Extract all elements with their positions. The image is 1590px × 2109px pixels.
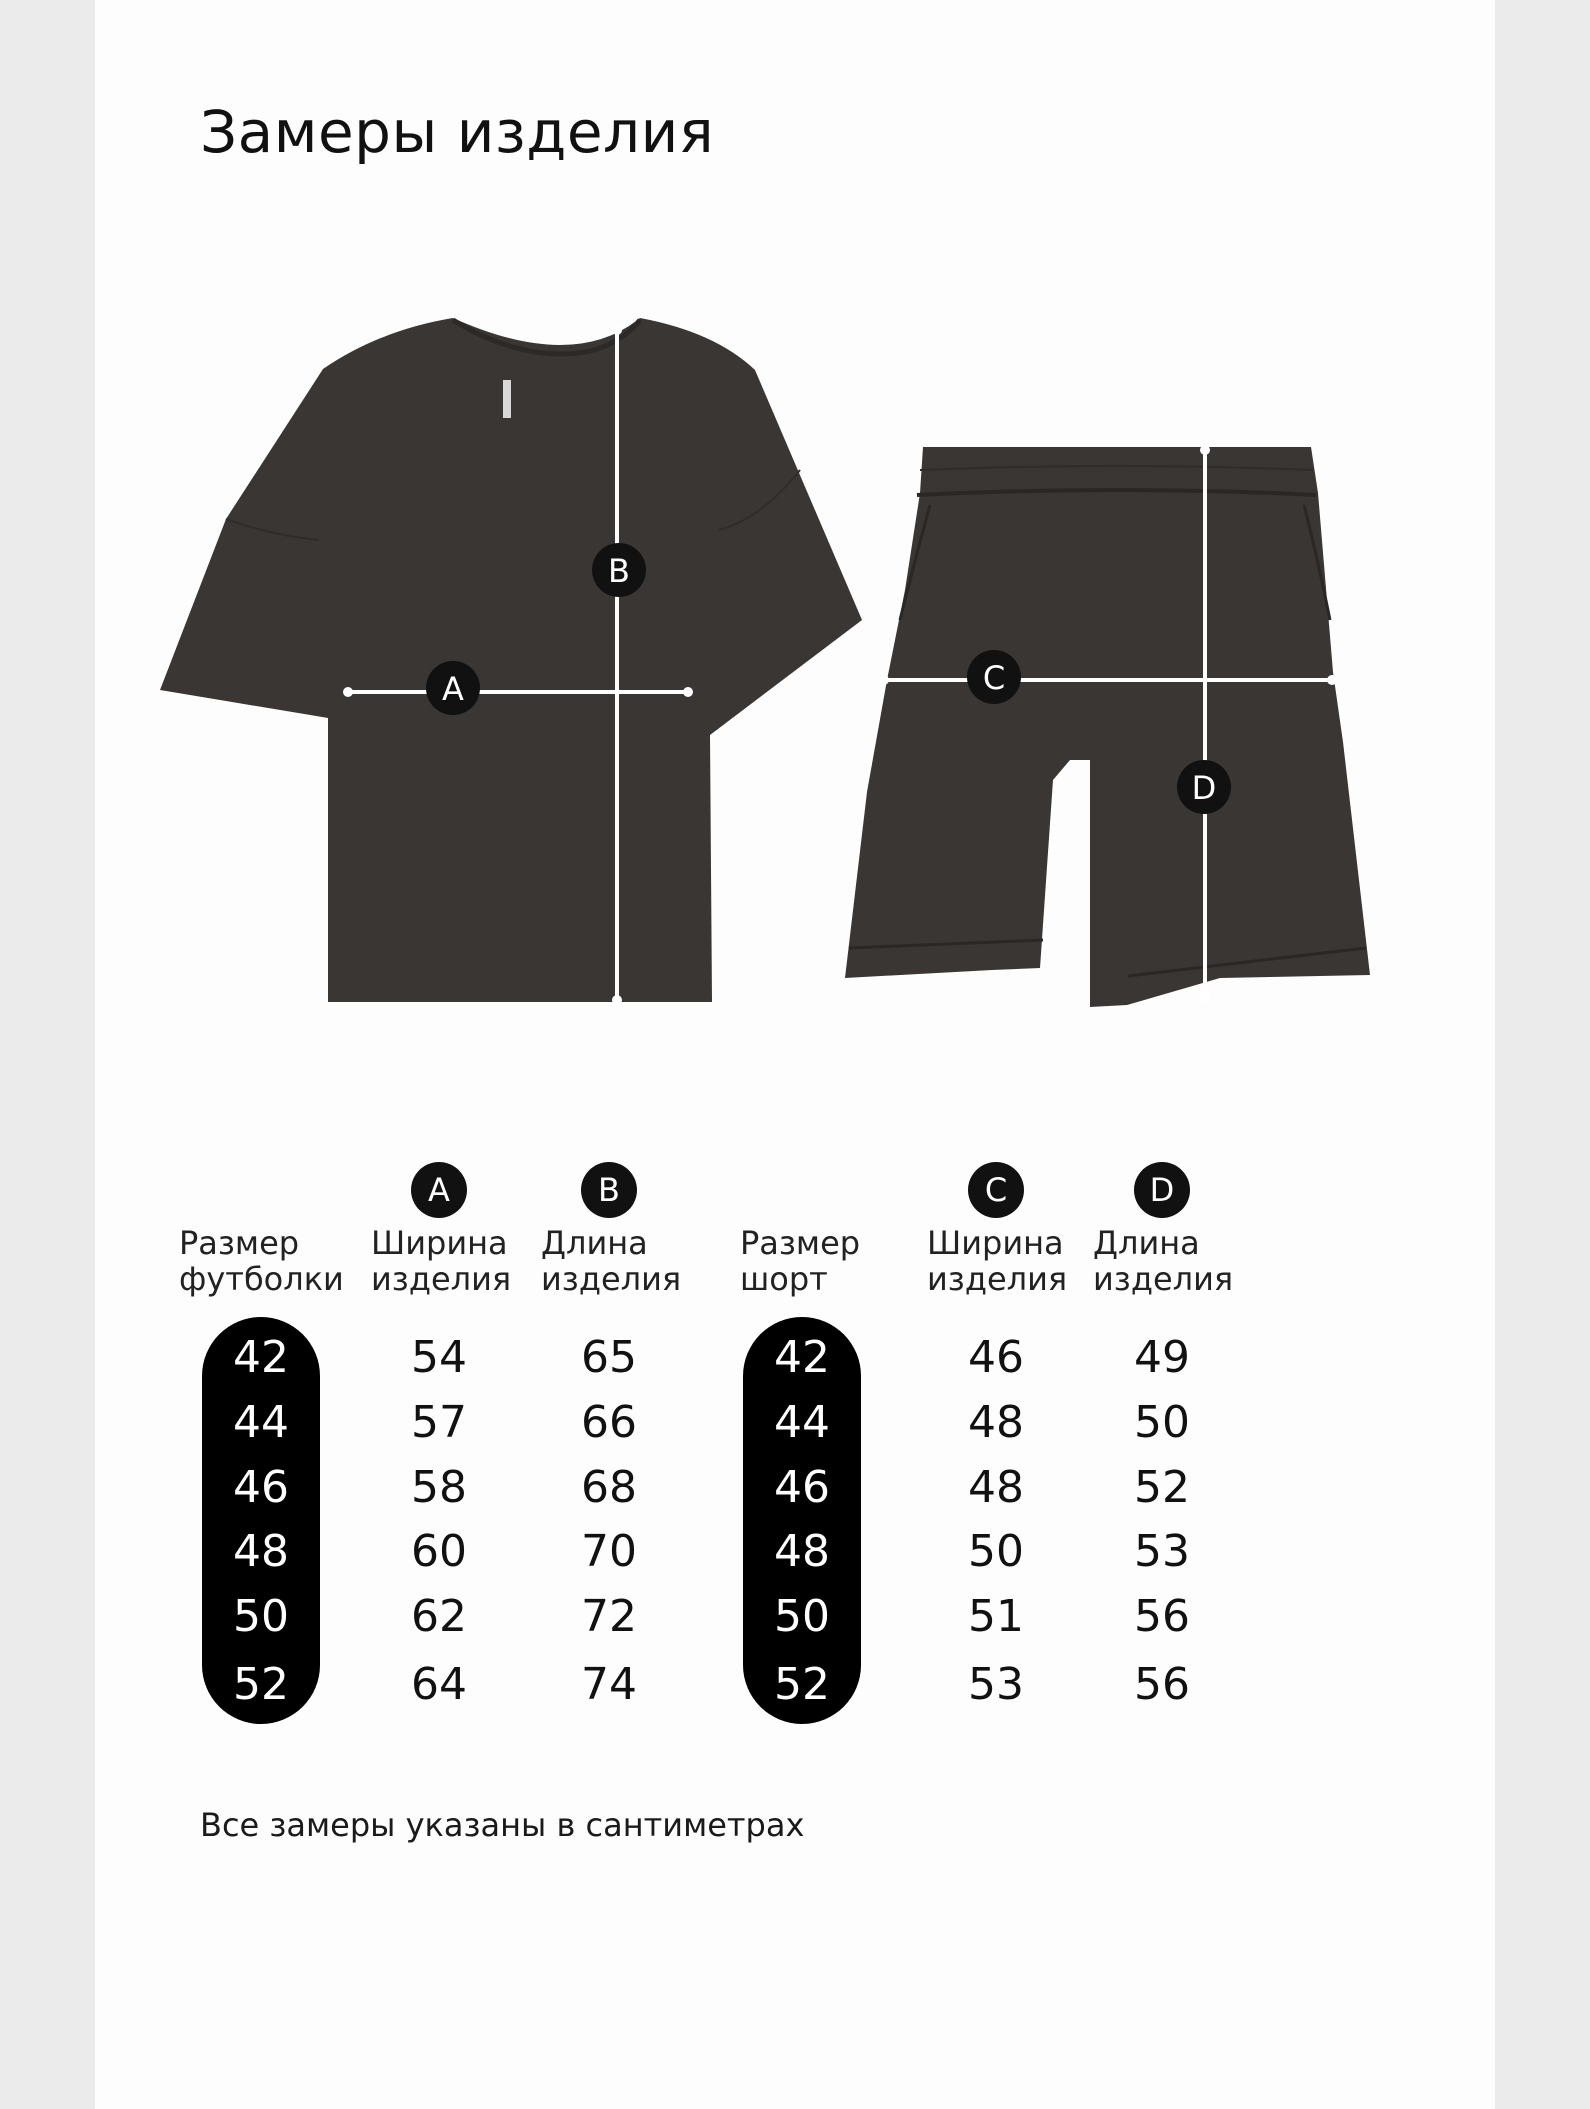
- tshirt-shape: [160, 318, 862, 1002]
- marker-c-label: C: [982, 659, 1006, 697]
- tshirt-label: [503, 380, 511, 418]
- tshirt-size-value: 42: [233, 1332, 289, 1383]
- tshirt-size-header: Размер футболки: [179, 1224, 344, 1298]
- shorts-width-header: Ширина изделия: [927, 1224, 1068, 1298]
- shorts-length-value: 52: [1134, 1462, 1190, 1513]
- shorts-width-value: 48: [968, 1397, 1024, 1448]
- tshirt-size-value: 52: [233, 1659, 289, 1710]
- units-footnote: Все замеры указаны в сантиметрах: [200, 1806, 805, 1844]
- tshirt-length-value: 68: [581, 1462, 637, 1513]
- tshirt-width-value: 58: [411, 1462, 467, 1513]
- measure-end-d2: [1200, 992, 1210, 1002]
- marker-b-label: B: [608, 552, 630, 590]
- tshirt-length-value: 74: [581, 1659, 637, 1710]
- shorts-size-value: 46: [774, 1462, 830, 1513]
- shorts-size-value: 44: [774, 1397, 830, 1448]
- tshirt-width-value: 60: [411, 1526, 467, 1577]
- tshirt-length-header: Длина изделия: [541, 1224, 682, 1298]
- tshirt-size-value: 50: [233, 1591, 289, 1642]
- tshirt-width-header: Ширина изделия: [371, 1224, 512, 1298]
- shorts-size-value: 52: [774, 1659, 830, 1710]
- measure-end-b1: [612, 325, 622, 335]
- tshirt-width-value: 54: [411, 1332, 467, 1383]
- shorts-length-value: 56: [1134, 1591, 1190, 1642]
- column-marker-a: A: [411, 1162, 467, 1218]
- shorts-length-value: 56: [1134, 1659, 1190, 1710]
- shorts-width-value: 46: [968, 1332, 1024, 1383]
- tshirt-length-value: 70: [581, 1526, 637, 1577]
- column-marker-d: D: [1134, 1162, 1190, 1218]
- shorts-width-value: 51: [968, 1591, 1024, 1642]
- marker-d-label: D: [1191, 769, 1217, 807]
- shorts-size-value: 42: [774, 1332, 830, 1383]
- tshirt-size-value: 46: [233, 1462, 289, 1513]
- shorts-length-value: 53: [1134, 1526, 1190, 1577]
- measure-end-c1: [879, 675, 889, 685]
- tshirt-size-value: 44: [233, 1397, 289, 1448]
- tshirt-length-value: 65: [581, 1332, 637, 1383]
- column-marker-c: C: [968, 1162, 1024, 1218]
- shorts-width-value: 50: [968, 1526, 1024, 1577]
- shorts-size-value: 50: [774, 1591, 830, 1642]
- column-marker-b: B: [581, 1162, 637, 1218]
- shorts-width-value: 53: [968, 1659, 1024, 1710]
- shorts-width-value: 48: [968, 1462, 1024, 1513]
- shorts-length-value: 49: [1134, 1332, 1190, 1383]
- measure-end-a1: [343, 687, 353, 697]
- page-title: Замеры изделия: [200, 98, 715, 166]
- shorts-size-header: Размер шорт: [740, 1224, 861, 1298]
- tshirt-length-value: 72: [581, 1591, 637, 1642]
- measure-end-b2: [612, 995, 622, 1005]
- measure-end-a2: [683, 687, 693, 697]
- tshirt-width-value: 57: [411, 1397, 467, 1448]
- shorts-size-value: 48: [774, 1526, 830, 1577]
- measure-end-d1: [1200, 445, 1210, 455]
- tshirt-size-value: 48: [233, 1526, 289, 1577]
- shorts-length-value: 50: [1134, 1397, 1190, 1448]
- tshirt-length-value: 66: [581, 1397, 637, 1448]
- shorts-length-header: Длина изделия: [1093, 1224, 1234, 1298]
- tshirt-width-value: 64: [411, 1659, 467, 1710]
- tshirt-width-value: 62: [411, 1591, 467, 1642]
- marker-a-label: A: [442, 670, 464, 708]
- measure-end-c2: [1327, 675, 1337, 685]
